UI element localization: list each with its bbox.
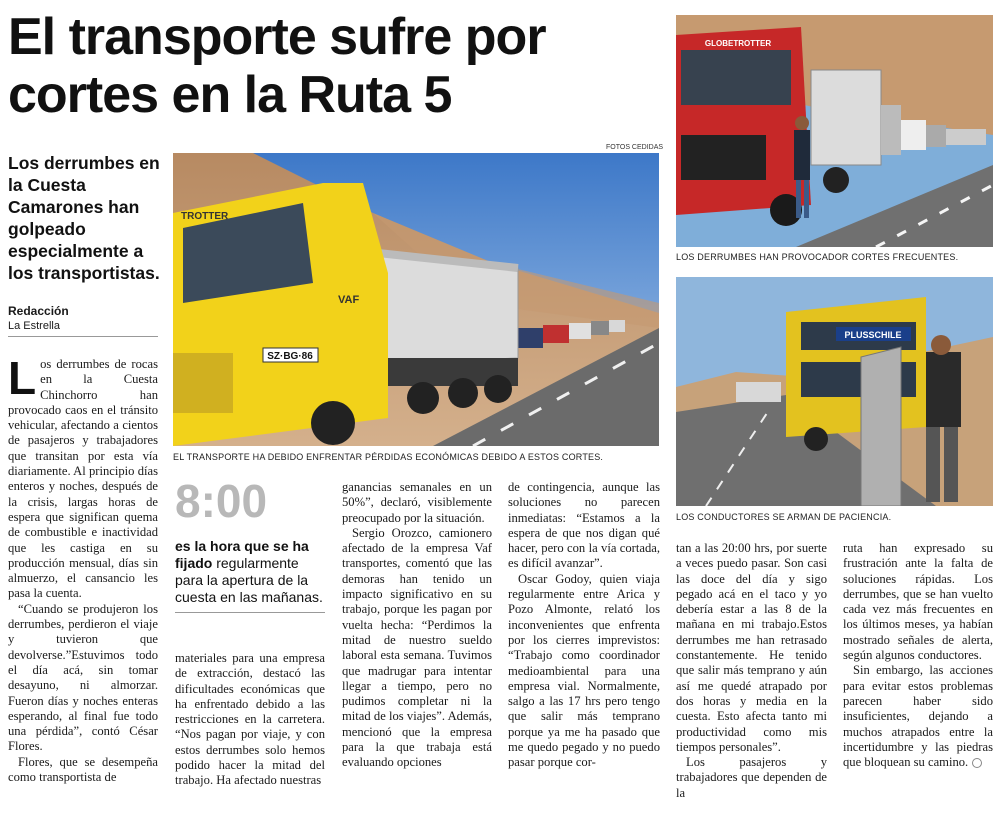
col2-paragraph-1: materiales para una empresa de extracción, destacó las dificultades económicas que ha enfrentado debido a las restricciones en la carretera. “Nos pagan por viaje, y con estos derrumbes solo hemos podido hacer la mitad del trabajo. Ha afectado nuestras bbox=[175, 651, 325, 788]
col4-paragraph-1: de contingencia, aunque las soluciones no parecen inmediatas: “Estamos a la espera de que nos digan qué hacer, pero con la vía cortada, es difícil avanzar”. bbox=[508, 480, 660, 571]
article-column-3 bbox=[342, 480, 492, 771]
headline: El transporte sufre por cortes en la Ruta 5 bbox=[8, 8, 546, 124]
col5-paragraph-2: Los pasajeros y trabajadores que dependen de la bbox=[676, 755, 827, 800]
byline bbox=[8, 304, 69, 333]
article-column-5 bbox=[676, 541, 827, 801]
bus-photo bbox=[676, 277, 993, 506]
article-column-4 bbox=[508, 480, 660, 771]
col3-paragraph-2: Sergio Orozco, camionero afectado de la empresa Vaf transportes, comentó que las demoras han tenido un impacto significativo en su trabajo, porque les pagan por vuelta hecha: “Perdimos la mitad de nuestro sueldo laboral esta semana. Tuvimos que madrugar para intentar llegar a tiempo, pero no pudimos completar ni la mitad de los viajes”. Además, mencionó que la empresa para la que trabaja está evaluando opciones bbox=[342, 525, 492, 770]
col1-paragraph-3: Flores, que se desempeña como transportista de bbox=[8, 754, 158, 785]
truck-brand: TROTTER bbox=[181, 211, 229, 222]
article-column-2 bbox=[175, 651, 325, 789]
col6-paragraph-1: ruta han expresado su frustración ante la falta de soluciones rápidas. Los derrumbes, que se han vuelto cada vez más frecuentes en los últimos meses, ya habían mostrado señales de alerta, según algunos conductores. bbox=[843, 541, 993, 663]
trucks-photo bbox=[676, 15, 993, 247]
main-photo-caption: EL TRANSPORTE HA DEBIDO ENFRENTAR PÉRDIDAS ECONÓMICAS DEBIDO A ESTOS CORTES. bbox=[173, 452, 604, 462]
end-mark-icon bbox=[972, 758, 982, 768]
article-column-6 bbox=[843, 541, 993, 770]
col6-paragraph-2: Sin embargo, las acciones para evitar estos problemas parecen haber sido insuficientes, dejando a muchos atrapados entre la incertidumbre y las piedras que bloquean su camino. bbox=[843, 663, 993, 770]
col3-paragraph-1: ganancias semanales en un 50%”, declaró, visiblemente preocupado por la situación. bbox=[342, 480, 492, 525]
byline-outlet: La Estrella bbox=[8, 320, 60, 332]
factoid-bold: es la hora que se ha fijado bbox=[175, 538, 309, 571]
col1-paragraph-1: os derrumbes de rocas en la Cuesta Chinchorro han provocado caos en el tránsito vehicular, afectando a cientos de pasajeros y trabajadores que transitan por esta vía diariamente. Al principio días enteros y noches, después de la crisis, largas horas de espera que significan quema de combustible e inactividad que les castiga en su producción mensual, días sin almuerzo, el cansancio les pasa la cuenta. bbox=[8, 357, 158, 601]
factoid-rest: regularmente para la apertura de la cuesta en las mañanas. bbox=[175, 555, 323, 605]
trucks-photo-caption: LOS DERRUMBES HAN PROVOCADOR CORTES FRECUENTES. bbox=[676, 252, 959, 262]
lead-paragraph: Los derrumbes en la Cuesta Camarones han golpeado especialmente a los transportistas. bbox=[8, 153, 160, 283]
factoid-number: 8:00 bbox=[175, 475, 268, 527]
byline-author: Redacción bbox=[8, 304, 69, 318]
truck-logo: VAF bbox=[338, 294, 360, 306]
main-photo bbox=[173, 153, 659, 446]
truck-brand-2: GLOBETROTTER bbox=[704, 39, 772, 48]
bus-photo-caption: LOS CONDUCTORES SE ARMAN DE PACIENCIA. bbox=[676, 512, 892, 522]
drop-cap: L bbox=[8, 352, 37, 404]
col4-paragraph-2: Oscar Godoy, quien viaja regularmente entre Arica y Pozo Almonte, relató los inconvenientes que enfrenta por los cierres imprevistos: “Trabajo como coordinador medioambiental para una empresa vial. Normalmente, salgo a las 17 hrs pero tengo que salir más temprano porque ya me ha pasado que me quedo pegado y no puedo pasar porque cor- bbox=[508, 571, 660, 770]
article-column-1 bbox=[8, 352, 158, 785]
byline-divider bbox=[8, 336, 158, 337]
bus-brand: PLUSSCHILE bbox=[844, 330, 902, 340]
factoid-text bbox=[175, 538, 325, 606]
truck-plate: SZ·BG·86 bbox=[267, 351, 313, 362]
col5-paragraph-1: tan a las 20:00 hrs, por suerte a veces puedo pasar. Son casi las doce del día y sigo pegado acá en el taco y yo debería estar a las 8 de la mañana en mi trabajo.Estos derrumbes me han retrasado constantemente. He tenido que salir más temprano y aún así me quedé atrapado por dos horas y media en la cuesta. Esto afecta tanto mi productividad como mis tiempos personales”. bbox=[676, 541, 827, 754]
factoid-divider bbox=[175, 612, 325, 613]
photo-credit: FOTOS CEDIDAS bbox=[606, 144, 664, 151]
col1-paragraph-2: “Cuando se produjeron los derrumbes, perdieron el viaje y tuvieron que devolverse.”Estuvimos todo el día acá, sin tomar desayuno, ni almorzar. Fueron días y noches enteras esperando, al final fue todo una pérdida”, contó César Flores. bbox=[8, 601, 158, 754]
